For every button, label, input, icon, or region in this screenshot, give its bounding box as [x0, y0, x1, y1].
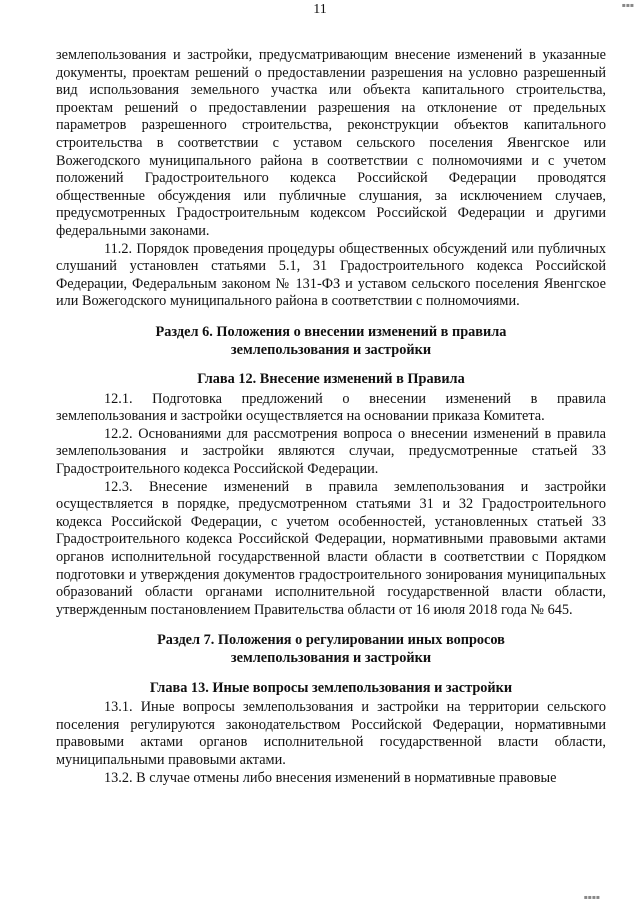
paragraph-12-1: 12.1. Подготовка предложений о внесении изменений в правила землепользования и застройки осуществляется на основании приказа Комитета. [56, 390, 606, 425]
scan-corner-mark-top: ▪▪▪ [621, 2, 634, 9]
paragraph-13-2: 13.2. В случае отмены либо внесения изменений в нормативные правовые [104, 769, 557, 786]
paragraph-12-3: 12.3. Внесение изменений в правила землепользования и застройки осуществляется в порядке, предусмотренном статьями 31 и 32 Градостроительного кодекса Российской Федерации, с учетом особенностей, установленных статьей 33 Градостроительного кодекса Российской Федерации, нормативными правовыми актами органов исполнительной государственной власти области в соответствии с Порядком подготовки и утверждения документов градостроительного зонирования муниципальных образований области органами исполнительной государственной власти области, утвержденным постановлением Правительства области от 16 июля 2018 года № 645. [56, 478, 606, 618]
section-6-heading-line-2: землепользования и застройки [230, 341, 432, 358]
section-7-heading-line-2: землепользования и застройки [230, 650, 432, 666]
chapter-13-heading [56, 680, 606, 698]
chapter-13-heading-line-1: Глава 13. Иные вопросы землепользования и застройки [149, 679, 513, 696]
paragraph-11-2: 11.2. Порядок проведения процедуры общественных обсуждений или публичных слушаний установлен статьями 5.1, 31 Градостроительного кодекса Российской Федерации, Федеральным законом № 131-ФЗ и уставом сельского поселения Явенгское или Вожегодского муниципального района в соответствии с полномочиями. [56, 240, 606, 310]
section-7-heading [56, 632, 606, 667]
chapter-12-heading-line-1: Глава 12. Внесение изменений в Правила [197, 371, 465, 388]
section-7-heading-line-1: Раздел 7. Положения о регулировании иных вопросов [157, 632, 505, 649]
document-body [56, 47, 606, 787]
scan-corner-mark-bottom: ▪▪▪▪ [583, 894, 600, 901]
paragraph-11-1-continued: землепользования и застройки, предусматривающим внесение изменений в указанные документы, проектам решений о предоставлении разрешения на условно разрешенный вид использования земельного участка или объекта капитального строительства, проектам решений о предоставлении разрешения на отклонение от предельных параметров разрешенного строительства, реконструкции объектов капитального строительства в соответствии с уставом сельского поселения Явенгское или Вожегодского муниципального района в соответствии с полномочиями и с учетом положений Градостроительного кодекса Российской Федерации проводятся общественные обсуждения или публичные слушания, за исключением случаев, предусмотренных Градостроительным кодексом Российской Федерации и другими федеральными законами. [56, 47, 606, 239]
paragraph-12-2: 12.2. Основаниями для рассмотрения вопроса о внесении изменений в правила землепользования и застройки являются случаи, предусмотренные статьей 33 Градостроительного кодекса Российской Федерации. [56, 425, 606, 478]
section-6-heading [56, 324, 606, 359]
section-6-heading-line-1: Раздел 6. Положения о внесении изменений в правила [155, 323, 507, 340]
chapter-12-heading [56, 371, 606, 389]
paragraph-13-1: 13.1. Иные вопросы землепользования и застройки на территории сельского поселения регулируются законодательством Российской Федерации, нормативными правовыми актами органов исполнительной государственной власти области, муниципальными правовыми актами. [56, 699, 606, 768]
page-number: 11 [313, 2, 327, 17]
